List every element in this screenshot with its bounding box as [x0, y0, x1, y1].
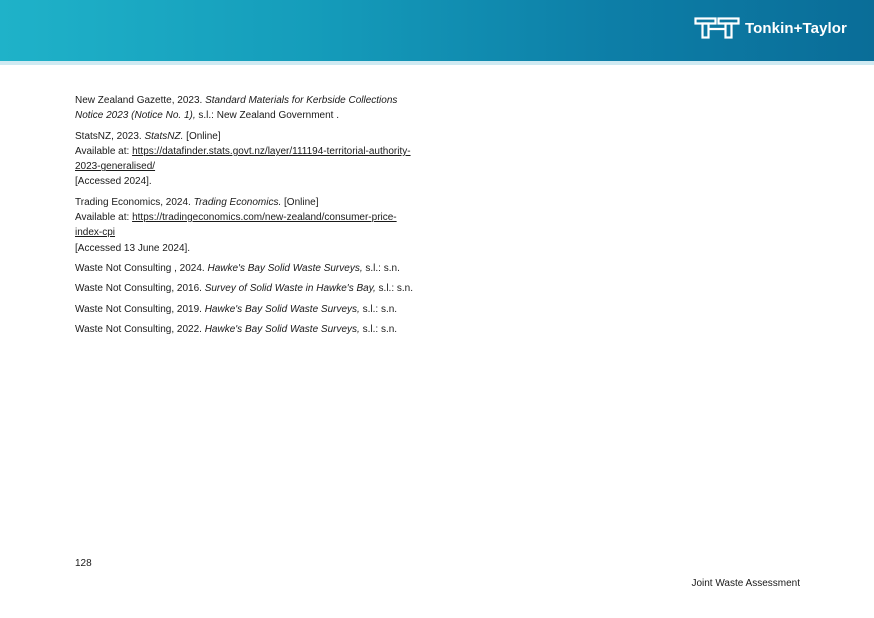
available-label: Available at: [75, 212, 133, 224]
header-divider [0, 61, 874, 65]
reference-prefix: Waste Not Consulting, 2019. [75, 303, 205, 315]
company-logo [694, 16, 847, 40]
reference-item [75, 302, 420, 317]
reference-item [75, 261, 420, 276]
reference-link[interactable]: https://tradingeconomics.com/new-zealand/consumer-price-index-cpi [75, 212, 397, 239]
reference-accessed: [Accessed 13 June 2024]. [75, 242, 191, 254]
reference-item [75, 93, 420, 124]
reference-prefix: Waste Not Consulting, 2022. [75, 323, 205, 335]
reference-item [75, 281, 420, 296]
reference-title: Hawke's Bay Solid Waste Surveys, [204, 323, 360, 335]
reference-suffix: s.l.: s.n. [362, 262, 400, 274]
page-number: 128 [75, 558, 92, 569]
reference-item [75, 195, 420, 256]
reference-title: Hawke's Bay Solid Waste Surveys, [204, 303, 360, 315]
reference-suffix: s.l.: New Zealand Government . [195, 110, 340, 122]
footer-title: Joint Waste Assessment [691, 578, 800, 589]
reference-availability [75, 144, 420, 175]
reference-title: Standard Materials for Kerbside Collections Notice 2023 (Notice No. 1), [75, 95, 398, 122]
reference-prefix: Waste Not Consulting, 2016. [75, 283, 205, 295]
reference-title: StatsNZ. [144, 130, 184, 142]
reference-accessed: [Accessed 2024]. [75, 176, 152, 188]
reference-prefix: Waste Not Consulting , 2024. [75, 262, 208, 274]
reference-prefix: Trading Economics, 2024. [75, 196, 194, 208]
reference-suffix: [Online] [183, 130, 221, 142]
reference-item [75, 129, 420, 190]
available-label: Available at: [75, 145, 133, 157]
reference-suffix: s.l.: s.n. [359, 303, 398, 315]
reference-suffix: s.l.: s.n. [359, 323, 398, 335]
reference-title: Trading Economics. [193, 196, 282, 208]
reference-prefix: StatsNZ, 2023. [75, 130, 145, 142]
logo-text: Tonkin+Taylor [744, 19, 847, 37]
reference-prefix: New Zealand Gazette, 2023. [75, 95, 206, 106]
reference-suffix: s.l.: s.n. [375, 283, 413, 295]
reference-link[interactable]: https://datafinder.stats.govt.nz/layer/111194-territorial-authority-2023-generalised/ [75, 145, 411, 173]
tt-monogram-icon [694, 17, 740, 39]
reference-item [75, 322, 420, 337]
reference-title: Hawke's Bay Solid Waste Surveys, [207, 262, 363, 274]
reference-suffix: [Online] [281, 196, 319, 208]
reference-title: Survey of Solid Waste in Hawke's Bay, [204, 283, 376, 295]
reference-availability [75, 210, 420, 241]
reference-list [75, 93, 420, 342]
